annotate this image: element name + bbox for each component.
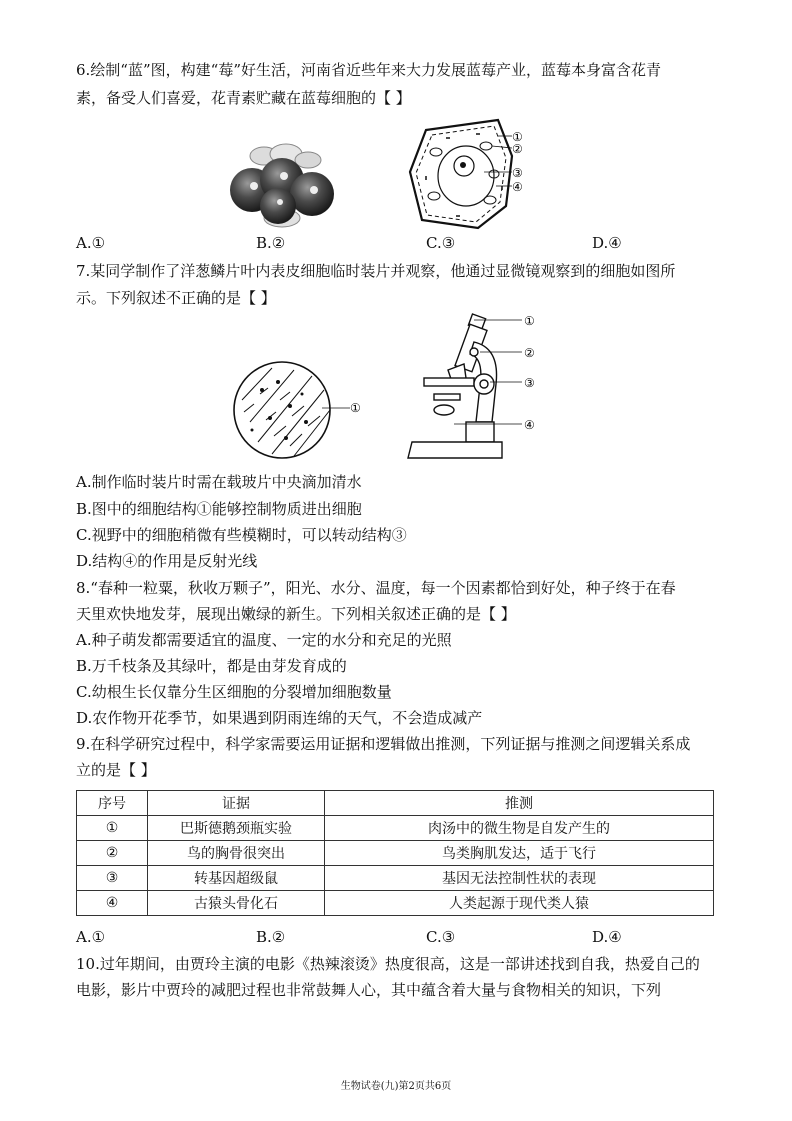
cell-inference: 人类起源于现代类人猿 (325, 891, 714, 916)
q8-stem-line2: 天里欢快地发芽，展现出嫩绿的新生。下列相关叙述正确的是【 】 (76, 605, 516, 623)
q9-stem-line1: 9.在科学研究过程中，科学家需要运用证据和逻辑做出推测，下列证据与推测之间逻辑关系成 (76, 735, 691, 753)
q6-option-c[interactable]: C.③ (426, 234, 456, 252)
header-inference: 推测 (325, 791, 714, 816)
q9-option-c[interactable]: C.③ (426, 928, 456, 946)
scope-label-3: ③ (524, 376, 535, 390)
microscope-diagram (404, 312, 546, 466)
q8-option-a[interactable]: A.种子萌发都需要适宜的温度、一定的水分和充足的光照 (76, 631, 452, 649)
q6-option-b[interactable]: B.② (256, 234, 286, 252)
onion-label-1: ① (350, 401, 361, 415)
cell-label-4: ④ (512, 180, 523, 194)
q6-stem-line1: 6.绘制“蓝”图，构建“莓”好生活，河南省近些年来大力发展蓝莓产业，蓝莓本身富含花青 (76, 61, 661, 79)
q7-stem-line2: 示。下列叙述不正确的是【 】 (76, 289, 276, 307)
q9-option-a[interactable]: A.① (76, 928, 106, 946)
cell-label-1: ① (512, 130, 523, 144)
cell-label-3: ③ (512, 166, 523, 180)
scope-label-4: ④ (524, 418, 535, 432)
header-index: 序号 (77, 791, 148, 816)
q6-option-a[interactable]: A.① (76, 234, 106, 252)
q10-stem-line1: 10.过年期间，由贾玲主演的电影《热辣滚烫》热度很高，这是一部讲述找到自我，热爱自己的 (76, 955, 700, 973)
plant-cell-diagram (406, 116, 536, 234)
cell-inference: 肉汤中的微生物是自发产生的 (325, 816, 714, 841)
q8-option-c[interactable]: C.幼根生长仅靠分生区细胞的分裂增加细胞数量 (76, 683, 392, 701)
cell-evidence: 古猿头骨化石 (148, 891, 325, 916)
cell-index: ② (77, 841, 148, 866)
q7-stem-line1: 7.某同学制作了洋葱鳞片叶内表皮细胞临时装片并观察，他通过显微镜观察到的细胞如图所 (76, 262, 676, 280)
cell-index: ④ (77, 891, 148, 916)
blueberry-image (224, 140, 342, 232)
q8-option-d[interactable]: D.农作物开花季节，如果遇到阴雨连绵的天气，不会造成减产 (76, 709, 483, 727)
q6-option-d[interactable]: D.④ (592, 234, 622, 252)
scope-label-2: ② (524, 346, 535, 360)
table-row (77, 866, 714, 891)
cell-label-2: ② (512, 142, 523, 156)
q8-option-b[interactable]: B.万千枝条及其绿叶，都是由芽发育成的 (76, 657, 347, 675)
cell-evidence: 巴斯德鹅颈瓶实验 (148, 816, 325, 841)
onion-cell-view (232, 360, 372, 460)
q9-stem-line2: 立的是【 】 (76, 761, 156, 779)
cell-inference: 鸟类胸肌发达，适于飞行 (325, 841, 714, 866)
table-row (77, 891, 714, 916)
cell-evidence: 鸟的胸骨很突出 (148, 841, 325, 866)
table-row (77, 841, 714, 866)
table-row (77, 816, 714, 841)
evidence-table (76, 790, 714, 916)
q7-option-b[interactable]: B.图中的细胞结构①能够控制物质进出细胞 (76, 500, 362, 518)
header-evidence: 证据 (148, 791, 325, 816)
q9-option-b[interactable]: B.② (256, 928, 286, 946)
cell-evidence: 转基因超级鼠 (148, 866, 325, 891)
q10-stem-line2: 电影，影片中贾玲的减肥过程也非常鼓舞人心，其中蕴含着大量与食物相关的知识，下列 (76, 981, 662, 999)
scope-label-1: ① (524, 314, 535, 328)
q7-option-a[interactable]: A.制作临时装片时需在载玻片中央滴加清水 (76, 473, 362, 491)
q9-option-d[interactable]: D.④ (592, 928, 622, 946)
cell-index: ③ (77, 866, 148, 891)
cell-index: ① (77, 816, 148, 841)
q6-stem-line2: 素，备受人们喜爱，花青素贮藏在蓝莓细胞的【 】 (76, 89, 411, 107)
cell-inference: 基因无法控制性状的表现 (325, 866, 714, 891)
page-footer: 生物试卷(九)第2页共6页 (340, 1081, 452, 1092)
table-header-row (77, 791, 714, 816)
q7-option-d[interactable]: D.结构④的作用是反射光线 (76, 552, 258, 570)
q8-stem-line1: 8.“春种一粒粟，秋收万颗子”，阳光、水分、温度，每一个因素都恰到好处，种子终于在春 (76, 579, 676, 597)
q7-option-c[interactable]: C.视野中的细胞稍微有些模糊时，可以转动结构③ (76, 526, 407, 544)
